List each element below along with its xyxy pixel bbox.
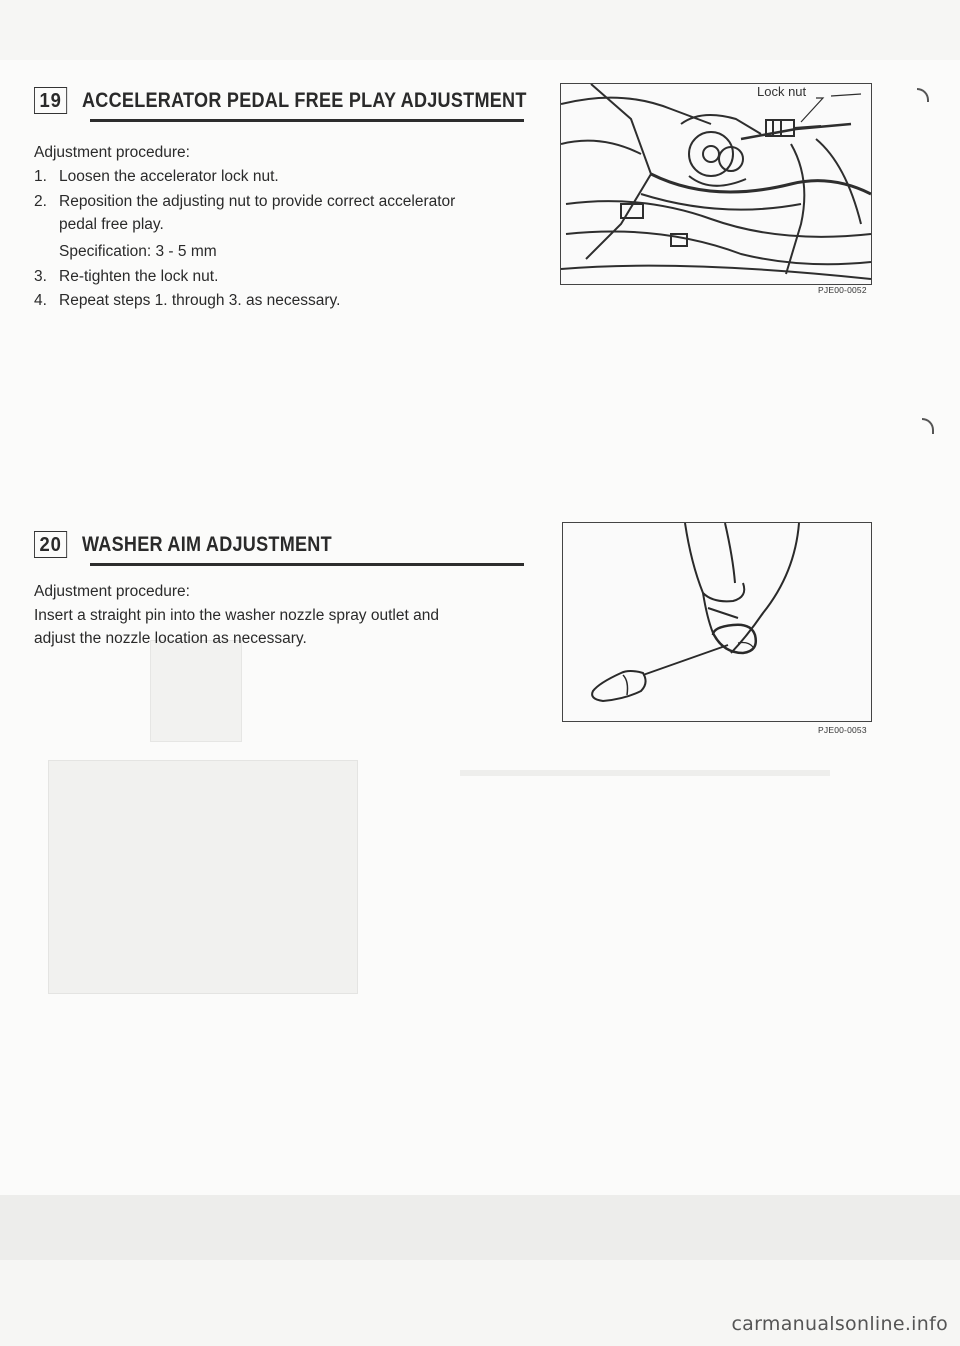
watermark: carmanualsonline.info [731, 1313, 948, 1335]
body-text: adjust the nozzle location as necessary. [34, 630, 307, 647]
lock-nut-label: Lock nut [757, 84, 807, 99]
specification-text: Specification: 3 - 5 mm [59, 243, 217, 260]
step-number: 3. [34, 268, 47, 285]
bleed-through-line [460, 770, 830, 776]
section-number-badge: 19 [34, 87, 67, 114]
bleed-through-panel [150, 640, 242, 742]
figure-code: PJE00-0052 [818, 285, 867, 295]
figure-code: PJE00-0053 [818, 725, 867, 735]
step-text: Loosen the accelerator lock nut. [59, 168, 279, 185]
section-number-badge: 20 [34, 531, 67, 558]
section-19-heading [34, 87, 599, 114]
section-title: WASHER AIM ADJUSTMENT [82, 532, 333, 556]
step-number: 1. [34, 168, 47, 185]
step-number: 4. [34, 292, 47, 309]
section-20-heading [34, 531, 373, 558]
accelerator-lock-nut-figure [560, 83, 872, 285]
accelerator-linkage-illustration [561, 84, 871, 284]
washer-pin-illustration [563, 523, 871, 721]
procedure-intro: Adjustment procedure: [34, 583, 190, 600]
step-text: Re-tighten the lock nut. [59, 268, 219, 285]
step-number: 2. [34, 193, 47, 210]
heading-underline [90, 563, 524, 566]
footer-strip [0, 1195, 960, 1260]
bleed-through-panel [48, 760, 358, 994]
section-title: ACCELERATOR PEDAL FREE PLAY ADJUSTMENT [82, 88, 527, 112]
heading-underline [90, 119, 524, 122]
step-text: pedal free play. [59, 216, 164, 233]
procedure-intro: Adjustment procedure: [34, 144, 190, 161]
body-text: Insert a straight pin into the washer nozzle spray outlet and [34, 607, 439, 624]
washer-nozzle-figure [562, 522, 872, 722]
step-text: Repeat steps 1. through 3. as necessary. [59, 292, 341, 309]
step-text: Reposition the adjusting nut to provide correct accelerator [59, 193, 456, 210]
